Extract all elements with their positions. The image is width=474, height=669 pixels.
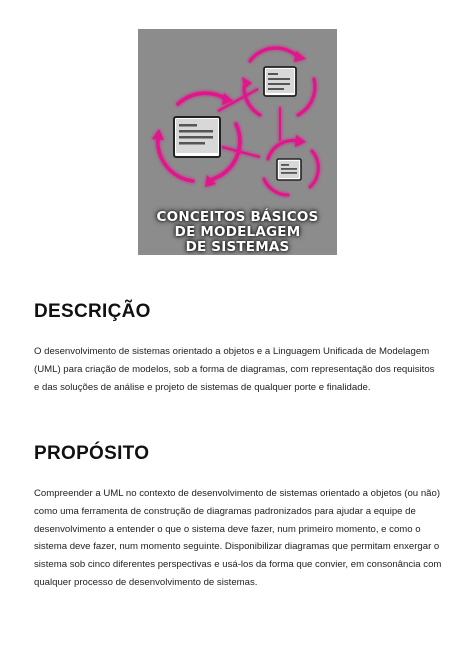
cover-title-line: DE SISTEMAS — [185, 239, 290, 255]
window-icon-top — [264, 67, 296, 96]
cover-title — [138, 210, 337, 255]
window-icon-large — [174, 117, 220, 157]
paragraph-line: Compreender a UML no contexto de desenvolvimento de sistemas orientado a objetos (ou não) — [34, 488, 441, 499]
paragraph-line: O desenvolvimento de sistemas orientado a objetos e a Linguagem Unificada de Modelagem — [34, 346, 430, 357]
section-heading-descricao: DESCRIÇÃO — [34, 301, 151, 322]
paragraph-line: (UML) para criação de modelos, sob a forma de diagramas, com representação dos requisitos — [34, 363, 435, 375]
cover-title-line: CONCEITOS BÁSICOS — [156, 209, 319, 225]
paragraph-line: qualquer processo de desenvolvimento de sistemas. — [34, 576, 258, 588]
paragraph-line: como uma ferramenta de construção de diagramas padronizados para ajudar a equipe de — [34, 505, 416, 517]
cover-title-line: DE MODELAGEM — [174, 224, 301, 240]
section-heading-proposito: PROPÓSITO — [34, 443, 150, 464]
paragraph-line: sistema deve fazer, num momento seguinte. Disponibilizar diagramas que permitam enxergar o — [34, 541, 440, 553]
cover-image — [138, 29, 337, 255]
window-icon-small — [277, 159, 301, 180]
description-paragraph — [34, 343, 444, 396]
paragraph-line: desenvolvimento a entender o que o sistema deve fazer, num primeiro momento, e como o — [34, 523, 421, 535]
purpose-paragraph — [34, 485, 444, 592]
paragraph-line: sistema sob cinco diferentes perspectivas e usá-los da forma que convier, em consonância com — [34, 559, 442, 571]
paragraph-line: e das soluções de análise e projeto de sistemas de qualquer porte e finalidade. — [34, 381, 371, 393]
